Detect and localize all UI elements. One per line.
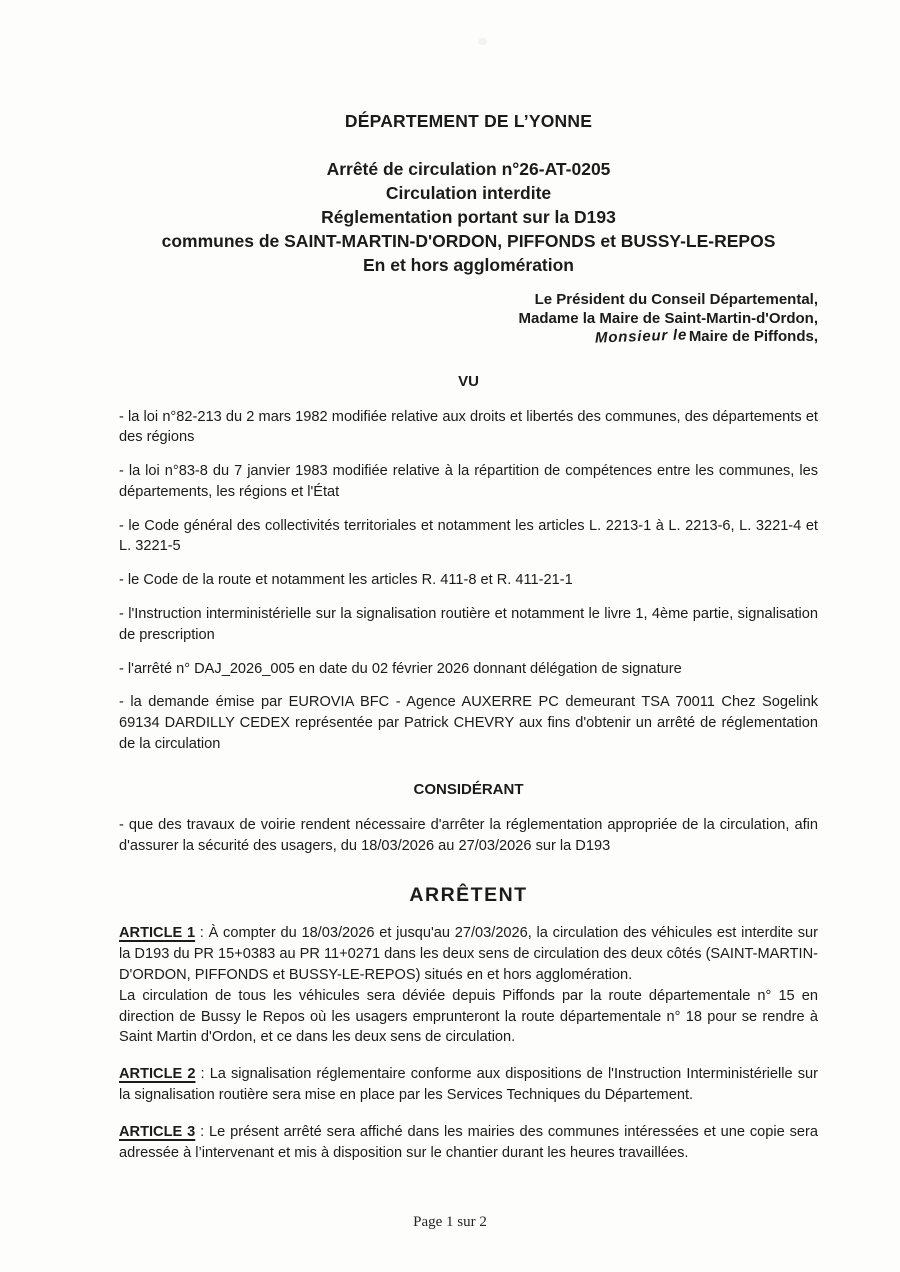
considerant-item-travaux: - que des travaux de voirie rendent nécessaire d'arrêter la réglementation appropriée de la circulation, afin d'assurer la sécurité des usagers, du 18/03/2026 au 27/03/2026 sur la D193 — [119, 816, 818, 854]
vu-item-arrete-delegation: - l'arrêté n° DAJ_2026_005 en date du 02 février 2026 donnant délégation de signature — [119, 660, 682, 677]
handwritten-annotation: Monsieur le — [594, 326, 688, 347]
subtitle-line-restriction: Circulation interdite — [385, 183, 552, 203]
addressee-line-maire-ordon: Madame la Maire de Saint-Martin-d'Ordon, — [518, 309, 818, 327]
vu-item-instruction: - l'Instruction interministérielle sur la signalisation routière et notamment le livre 1, 4ème partie, signalisation de prescription — [119, 606, 818, 643]
subtitle-line-agglomeration: En et hors agglomération — [363, 255, 574, 275]
article-1-separator: : — [195, 925, 209, 942]
subtitle-line-decree-number: Arrêté de circulation n°26-AT-0205 — [326, 159, 611, 179]
section-heading-arretent: ARRÊTENT — [409, 884, 528, 907]
vu-item-loi-82-213: - la loi n°82-213 du 2 mars 1982 modifiée relative aux droits et libertés des communes, des départements et des régions — [119, 408, 818, 446]
addressee-typed-text: Maire de Piffonds, — [688, 328, 818, 345]
article-3 — [119, 1122, 818, 1164]
article-1-body-continued: La circulation de tous les véhicules sera déviée depuis Piffonds par la route départementale n° 15 en direction de Bussy le Repos où les usagers emprunteront la route départementale n° 18 pour se rendre à Saint Martin d'Ordon, et ce dans les deux sens de circulation. — [119, 987, 818, 1046]
decree-subtitle — [139, 157, 799, 277]
section-heading-considerant: CONSIDÉRANT — [413, 780, 524, 798]
addressee-line-maire-piffonds — [119, 328, 818, 347]
vu-item-code-collectivites: - le Code général des collectivités territoriales et notamment les articles L. 2213-1 à L. 2213-6, L. 3221-4 et L. 3221-5 — [119, 517, 818, 555]
department-title: DÉPARTEMENT DE L’YONNE — [344, 111, 593, 131]
article-3-label: ARTICLE 3 — [119, 1123, 196, 1140]
subtitle-line-road: Réglementation portant sur la D193 — [321, 207, 616, 227]
addressee-block — [119, 291, 818, 347]
page-footer: Page 1 sur 2 — [413, 1214, 487, 1230]
article-2-separator: : — [195, 1066, 210, 1083]
section-heading-vu: VU — [458, 372, 479, 390]
article-3-separator: : — [195, 1123, 210, 1140]
subtitle-line-communes: communes de SAINT-MARTIN-D'ORDON, PIFFONDS et BUSSY-LE-REPOS — [161, 231, 776, 251]
scan-smudge — [478, 38, 487, 45]
article-1-body: À compter du 18/03/2026 et jusqu'au 27/03/2026, la circulation des véhicules est interdite sur la D193 du PR 15+0383 au PR 11+0271 dans les deux sens de circulation des deux côtés (SAINT-MARTIN-D'ORDON, PIFFONDS et BUSSY-LE-REPOS) situés en et hors agglomération. — [119, 925, 818, 984]
document-content — [119, 110, 818, 1163]
article-2-body: La signalisation réglementaire conforme aux dispositions de l'Instruction Interministérielle sur la signalisation routière sera mise en place par les Services Techniques du Département. — [119, 1066, 818, 1104]
article-1 — [119, 923, 818, 1048]
vu-item-code-route: - le Code de la route et notamment les articles R. 411-8 et R. 411-21-1 — [119, 572, 573, 589]
article-1-label: ARTICLE 1 — [119, 925, 196, 942]
article-2-label: ARTICLE 2 — [119, 1066, 196, 1083]
addressee-line-president: Le Président du Conseil Départemental, — [534, 291, 818, 308]
vu-item-loi-83-8: - la loi n°83-8 du 7 janvier 1983 modifiée relative à la répartition de compétences entre les communes, les départements, les régions et l'État — [119, 463, 818, 500]
article-3-body: Le présent arrêté sera affiché dans les mairies des communes intéressées et une copie sera adressée à l’intervenant et mis à disposition sur le chantier durant les heures travaillées. — [119, 1123, 819, 1161]
vu-item-demande-eurovia: - la demande émise par EUROVIA BFC - Agence AUXERRE PC demeurant TSA 70011 Chez Sogelink 69134 DARDILLY CEDEX représentée par Patrick CHEVRY aux fins d'obtenir un arrêté de réglementation de la circulation — [119, 694, 818, 753]
article-2 — [119, 1064, 818, 1106]
